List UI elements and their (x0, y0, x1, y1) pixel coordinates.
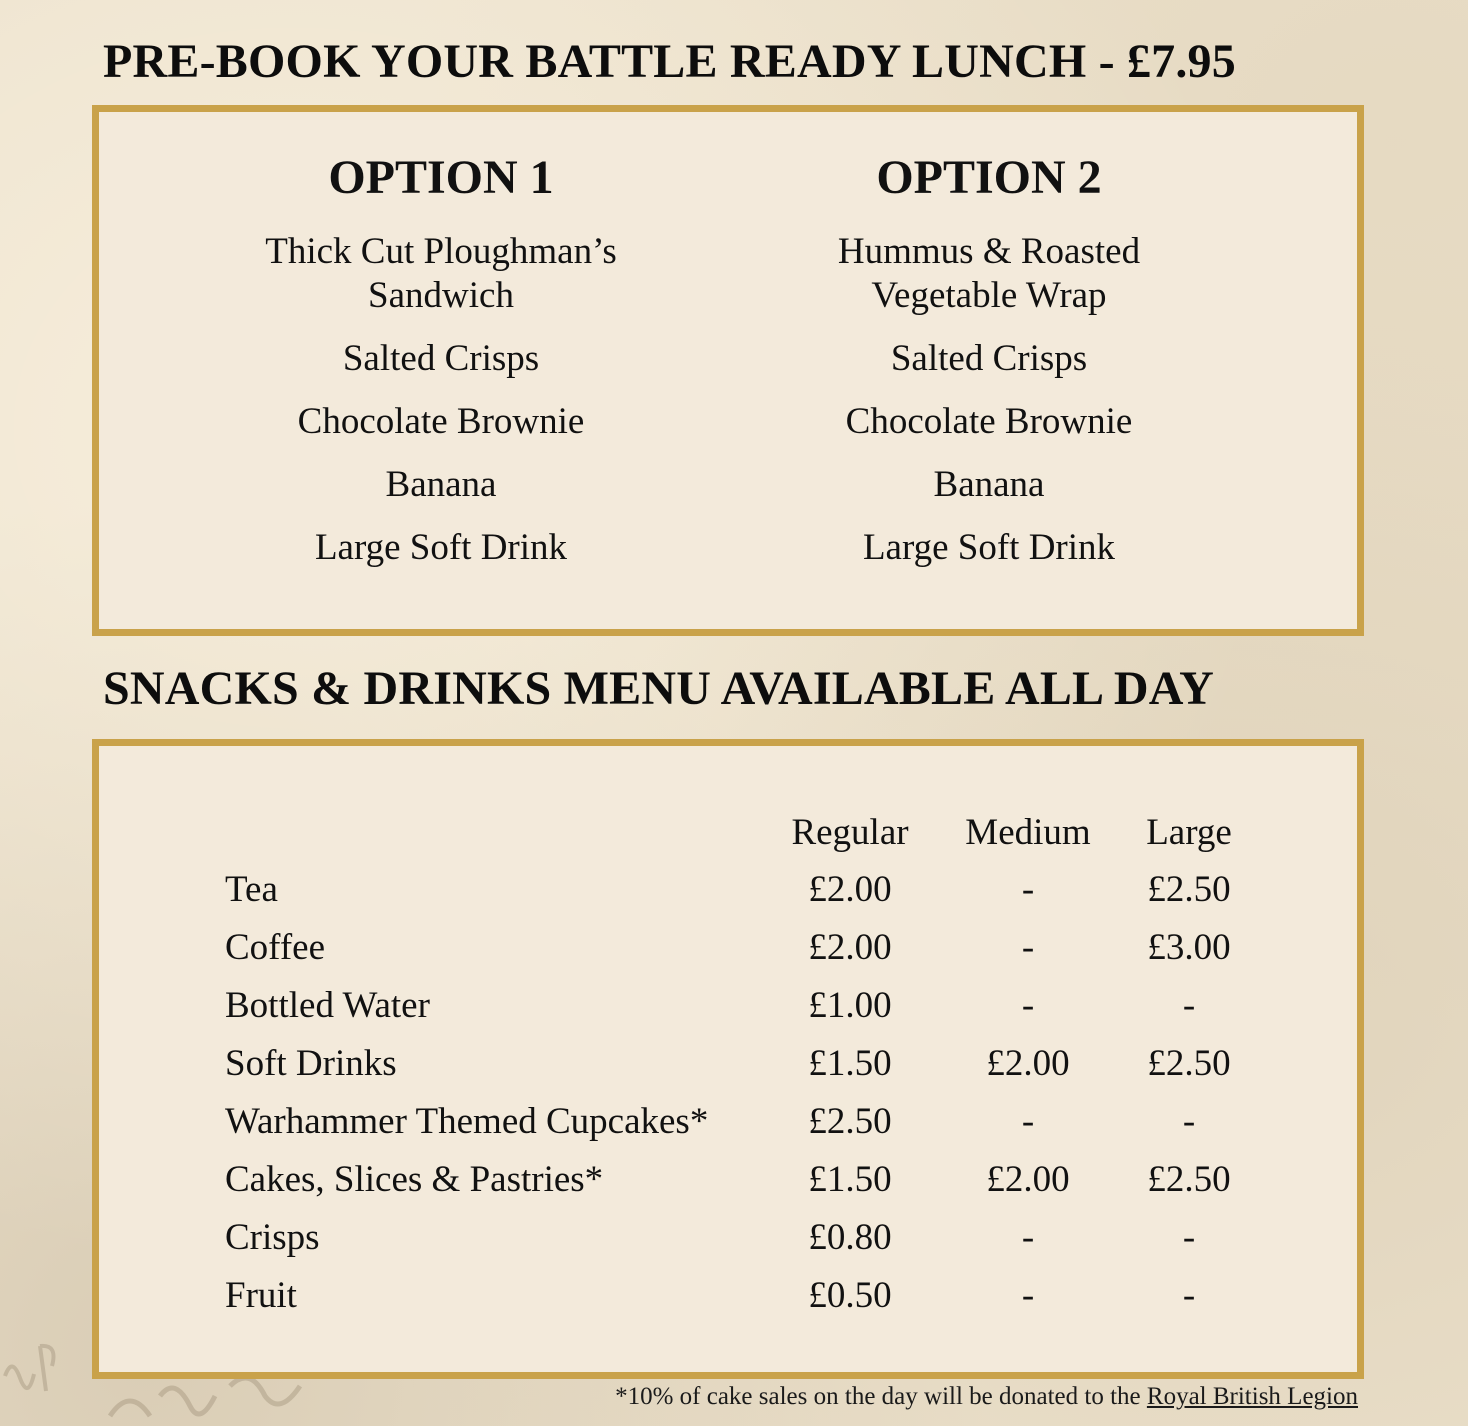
footnote (615, 1383, 1358, 1411)
option-2-item: Banana (933, 464, 1045, 505)
column-header-large: Large (1146, 811, 1232, 853)
option-2-item: Salted Crisps (890, 338, 1088, 379)
snacks-menu-panel (92, 739, 1364, 1379)
table-row (225, 1092, 1247, 1150)
price-medium: - (1021, 1100, 1035, 1142)
table-row (225, 976, 1247, 1034)
column-header-item (225, 804, 775, 860)
table-header-row (225, 804, 1247, 860)
footnote-text: *10% of cake sales on the day will be donated to the (615, 1383, 1147, 1410)
option-1-column (181, 150, 701, 589)
table-row (225, 1208, 1247, 1266)
option-1-item: Thick Cut Ploughman’s Sandwich (265, 231, 617, 316)
option-2-item: Large Soft Drink (862, 527, 1116, 568)
table-row (225, 860, 1247, 918)
price-large: £2.50 (1147, 1158, 1231, 1200)
price-medium: £2.00 (986, 1042, 1070, 1084)
price-medium: - (1021, 926, 1035, 968)
option-2-item: Hummus & Roasted Vegetable Wrap (837, 231, 1141, 316)
column-header-regular: Regular (791, 811, 909, 853)
price-regular: £1.00 (808, 984, 892, 1026)
price-large: £2.50 (1147, 868, 1231, 910)
price-medium: - (1021, 984, 1035, 1026)
option-1-item: Banana (385, 464, 497, 505)
item-name: Soft Drinks (225, 1042, 397, 1084)
item-name: Coffee (225, 926, 325, 968)
table-row (225, 1266, 1247, 1324)
option-2-column (729, 150, 1249, 589)
table-row (225, 1150, 1247, 1208)
item-name: Bottled Water (225, 984, 430, 1026)
item-name: Fruit (225, 1274, 297, 1316)
price-medium: - (1021, 1274, 1035, 1316)
item-name: Tea (225, 868, 278, 910)
price-large: - (1182, 1100, 1196, 1142)
price-medium: - (1021, 1216, 1035, 1258)
option-1-item: Large Soft Drink (314, 527, 568, 568)
price-medium: - (1021, 868, 1035, 910)
price-medium: £2.00 (986, 1158, 1070, 1200)
column-header-medium: Medium (965, 811, 1091, 853)
option-2-item: Chocolate Brownie (845, 401, 1133, 442)
item-name: Crisps (225, 1216, 320, 1258)
price-regular: £0.50 (808, 1274, 892, 1316)
lunch-options-panel (92, 105, 1364, 636)
snacks-title: SNACKS & DRINKS MENU AVAILABLE ALL DAY (103, 662, 1215, 715)
option-1-item: Chocolate Brownie (297, 401, 585, 442)
price-regular: £0.80 (808, 1216, 892, 1258)
lunch-title: PRE-BOOK YOUR BATTLE READY LUNCH - £7.95 (103, 35, 1236, 88)
price-regular: £2.50 (808, 1100, 892, 1142)
price-large: £2.50 (1147, 1042, 1231, 1084)
item-name: Warhammer Themed Cupcakes* (225, 1100, 709, 1142)
price-large: - (1182, 984, 1196, 1026)
price-large: - (1182, 1216, 1196, 1258)
price-regular: £1.50 (808, 1042, 892, 1084)
option-1-title: OPTION 1 (328, 151, 554, 204)
table-row (225, 1034, 1247, 1092)
price-large: - (1182, 1274, 1196, 1316)
snacks-price-table (225, 804, 1247, 1324)
price-regular: £2.00 (808, 868, 892, 910)
option-2-title: OPTION 2 (876, 151, 1102, 204)
price-large: £3.00 (1147, 926, 1231, 968)
option-1-item: Salted Crisps (342, 338, 540, 379)
price-regular: £1.50 (808, 1158, 892, 1200)
royal-british-legion-link[interactable]: Royal British Legion (1146, 1383, 1358, 1410)
table-row (225, 918, 1247, 976)
item-name: Cakes, Slices & Pastries* (225, 1158, 604, 1200)
price-regular: £2.00 (808, 926, 892, 968)
